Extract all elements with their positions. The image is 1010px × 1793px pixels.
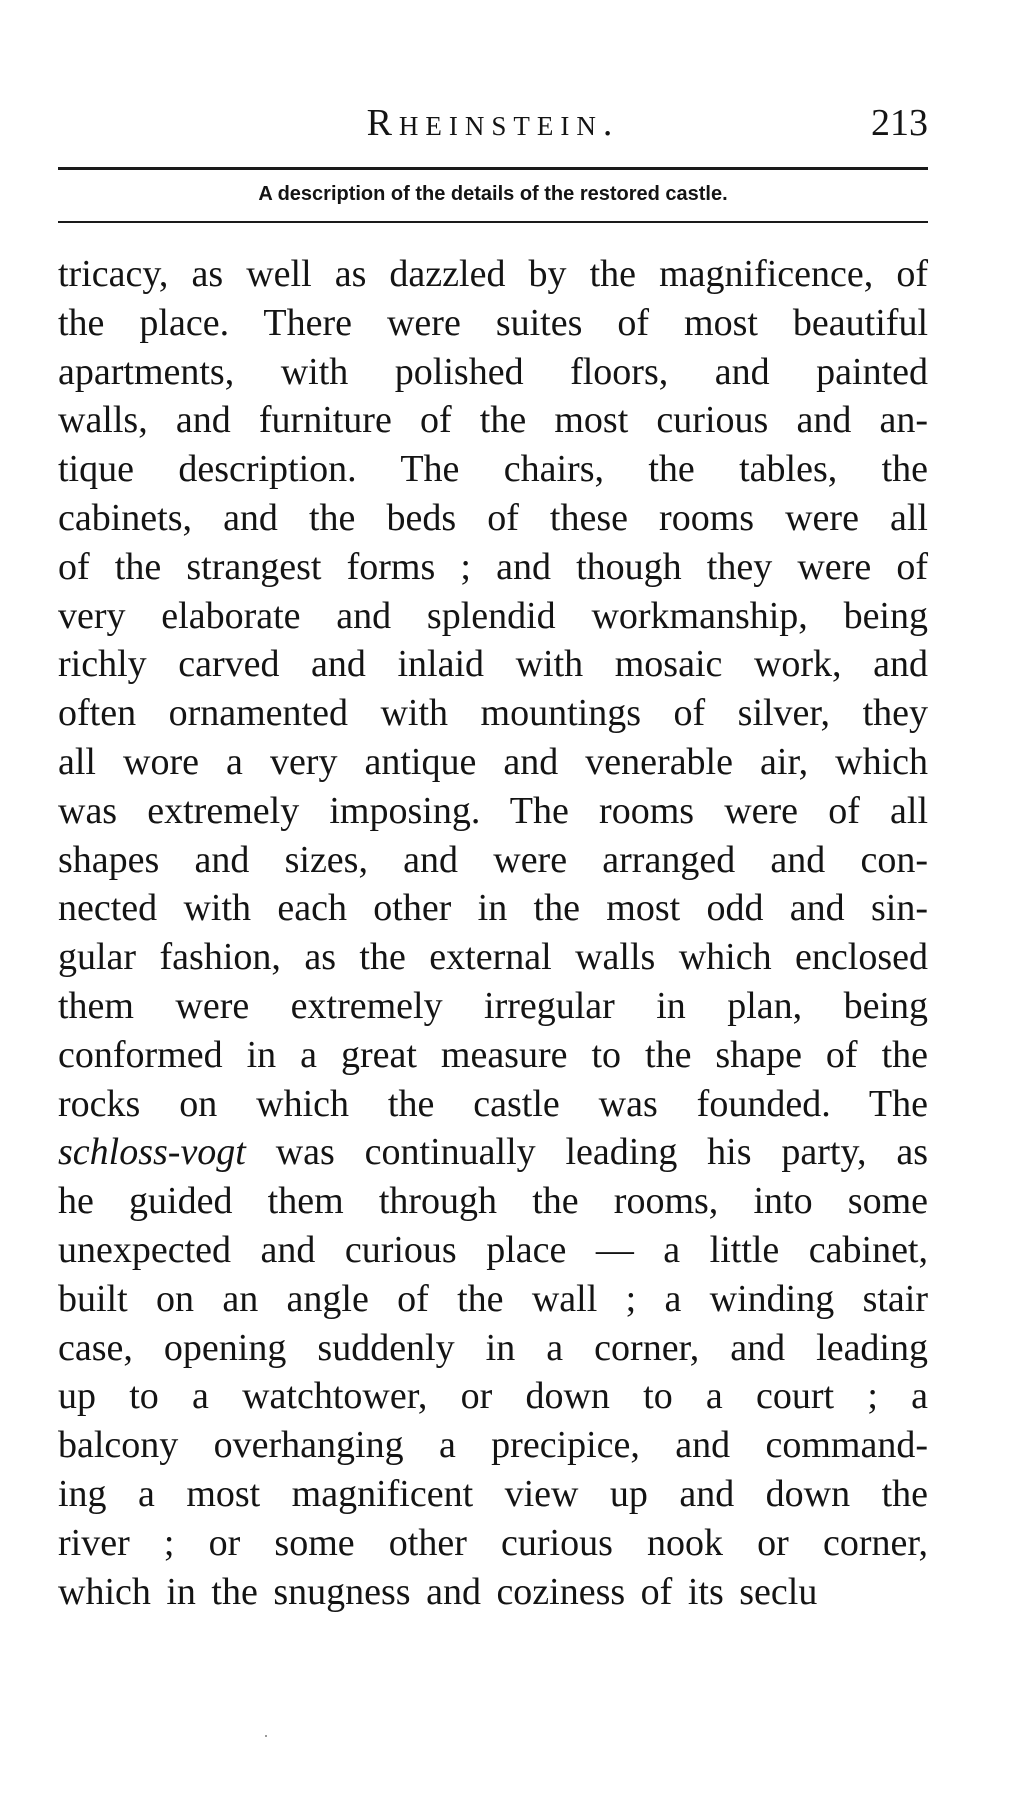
text-line: apartments, with polished floors, and painted <box>58 350 928 393</box>
text-line: walls, and furniture of the most curious and an- <box>58 399 928 442</box>
text-line: river ; or some other curious nook or corner, <box>58 1521 928 1564</box>
text-line: nected with each other in the most odd and sin- <box>58 887 928 930</box>
text-line: was extremely imposing. The rooms were of all <box>58 789 928 832</box>
header-rule-bottom <box>58 221 928 223</box>
text-line: cabinets, and the beds of these rooms were all <box>58 496 928 539</box>
running-title: Rheinstein. <box>366 102 620 144</box>
text-line: them were extremely irregular in plan, being <box>58 984 928 1027</box>
text-line: gular fashion, as the external walls which enclosed <box>58 936 928 979</box>
text-line: very elaborate and splendid workmanship, being <box>58 594 928 637</box>
text-line: tricacy, as well as dazzled by the magnificence, of <box>58 253 928 295</box>
text-line: conformed in a great measure to the shape of the <box>58 1033 928 1076</box>
text-line: unexpected and curious place — a little cabinet, <box>58 1228 928 1271</box>
running-head <box>58 98 928 148</box>
text-line: which in the snugness and coziness of its seclu <box>58 1570 818 1613</box>
text-line: he guided them through the rooms, into some <box>58 1180 928 1223</box>
text-line: balcony overhanging a precipice, and command- <box>58 1424 928 1467</box>
text-line: case, opening suddenly in a corner, and leading <box>58 1326 928 1369</box>
text-line: of the strangest forms ; and though they were of <box>58 545 928 588</box>
page-number: 213 <box>871 102 928 144</box>
text-line <box>58 1128 928 1177</box>
text-line-rest: was continually leading his party, as <box>245 1131 928 1174</box>
text-line: rocks on which the castle was founded. The <box>58 1082 928 1125</box>
text-line: ing a most magnificent view up and down the <box>58 1472 928 1515</box>
text-line: built on an angle of the wall ; a winding stair <box>58 1277 928 1320</box>
paper-speck <box>265 1735 267 1737</box>
text-line: often ornamented with mountings of silver, they <box>58 692 928 735</box>
text-line: up to a watchtower, or down to a court ; a <box>58 1375 928 1418</box>
text-line: all wore a very antique and venerable air, which <box>58 740 928 783</box>
body-text <box>58 250 928 1616</box>
text-line: tique description. The chairs, the tables, the <box>58 448 928 491</box>
section-summary: A description of the details of the restored castle. <box>258 183 728 205</box>
italic-term: schloss-vogt <box>58 1131 246 1174</box>
header-rule-top <box>58 167 928 170</box>
text-line: richly carved and inlaid with mosaic work, and <box>58 643 928 686</box>
text-line: shapes and sizes, and were arranged and con- <box>58 838 928 881</box>
text-line: the place. There were suites of most beautiful <box>58 301 928 344</box>
